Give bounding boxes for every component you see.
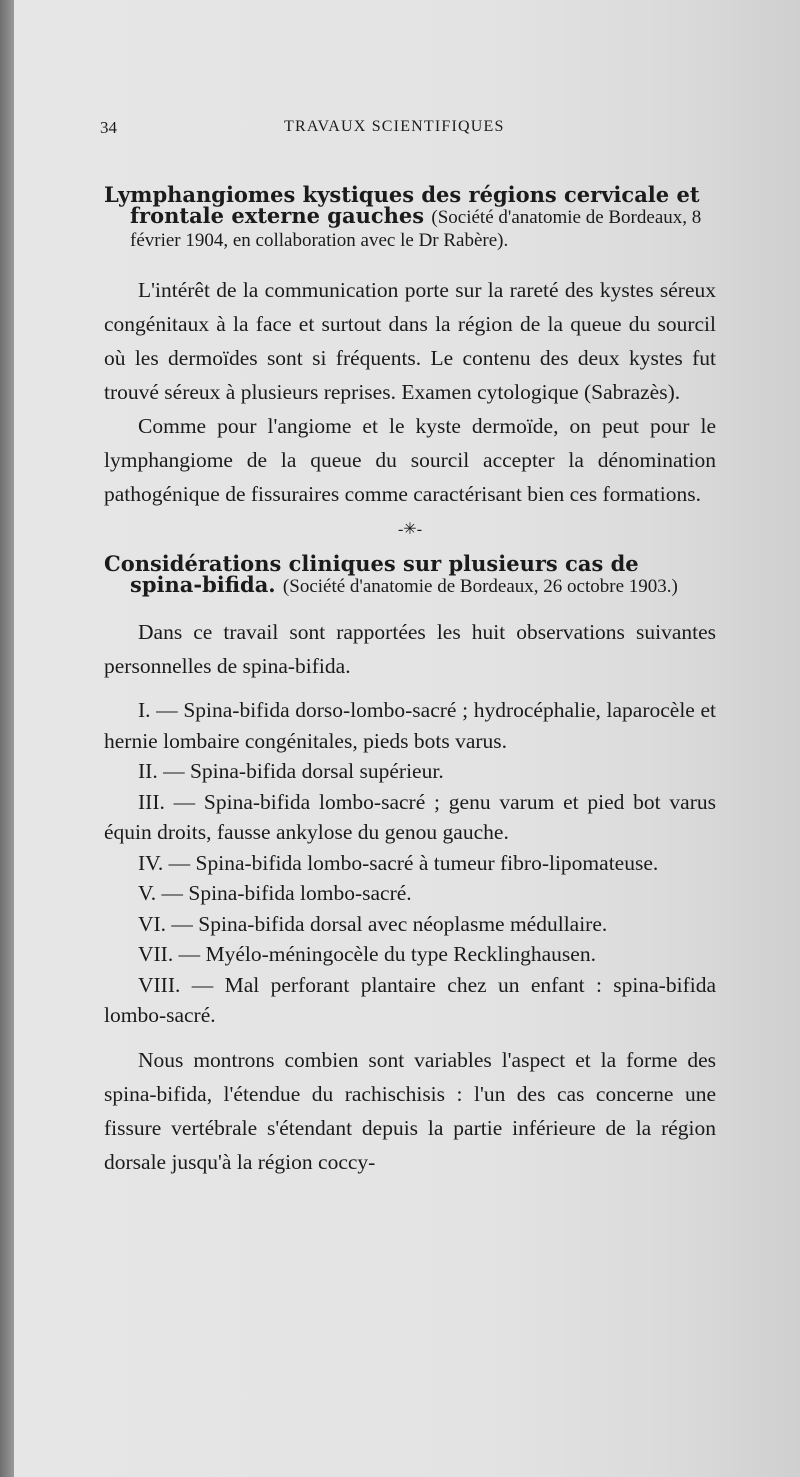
section-title <box>104 553 716 597</box>
observation-item: VIII. — Mal perforant plantaire chez un enfant : spina-bifida lombo-sacré. <box>104 972 716 1027</box>
observation-item: II. — Spina-bifida dorsal supérieur. <box>138 759 444 783</box>
document-page <box>14 0 800 1477</box>
paragraph: Nous montrons combien sont variables l'aspect et la forme des spina-bifida, l'étendue du rachischisis : l'un des cas concerne une fissure vertébrale s'étendant depuis la partie inférieure de la région dorsale jusqu'à la région coccy- <box>104 1047 716 1174</box>
observation-item: IV. — Spina-bifida lombo-sacré à tumeur fibro-lipomateuse. <box>138 850 659 875</box>
section-separator: -✳- <box>397 521 423 538</box>
section-lymphangiomes <box>104 184 716 511</box>
page-body <box>104 184 716 1179</box>
section-title-text: Lymphangiomes kystiques des régions cervicale et frontale externe gauches <box>104 182 700 228</box>
observation-item: I. — Spina-bifida dorso-lombo-sacré ; hydrocéphalie, laparocèle et hernie lombaire congénitales, pieds bots varus. <box>104 698 716 753</box>
observation-item: VI. — Spina-bifida dorsal avec néoplasme médullaire. <box>138 911 608 936</box>
observation-item: VII. — Myélo-méningocèle du type Recklinghausen. <box>138 942 596 966</box>
observation-item: V. — Spina-bifida lombo-sacré. <box>138 881 412 905</box>
scan-margin <box>0 0 14 1477</box>
section-source: (Société d'anatomie de Bordeaux, 26 octobre 1903.) <box>282 576 678 597</box>
page-header <box>14 118 800 144</box>
page-number: 34 <box>100 118 117 137</box>
observation-list <box>104 695 716 1031</box>
observation-item: III. — Spina-bifida lombo-sacré ; genu varum et pied bot varus équin droits, fausse ankylose du genou gauche. <box>104 789 716 844</box>
section-source: (Société d'anatomie de Bordeaux, 8 février 1904, en collaboration avec le Dr Rabère). <box>130 207 702 251</box>
section-spina-bifida <box>104 553 716 1179</box>
section-title-text: Considérations cliniques sur plusieurs cas de spina-bifida. <box>104 551 639 597</box>
paragraph: Comme pour l'angiome et le kyste dermoïde, on peut pour le lymphangiome de la queue du sourcil accepter la dénomination pathogénique de fissuraires comme caractérisant bien ces formations. <box>104 414 716 506</box>
paragraph: L'intérêt de la communication porte sur la rareté des kystes séreux congénitaux à la face et surtout dans la région de la queue du sourcil où les dermoïdes sont si fréquents. Le contenu des deux kystes fut trouvé séreux à plusieurs reprises. Examen cytologique (Sabrazès). <box>104 278 716 404</box>
running-title: TRAVAUX SCIENTIFIQUES <box>284 118 505 135</box>
paragraph: Dans ce travail sont rapportées les huit observations suivantes personnelles de spina-bifida. <box>104 620 716 678</box>
section-title <box>104 184 716 251</box>
